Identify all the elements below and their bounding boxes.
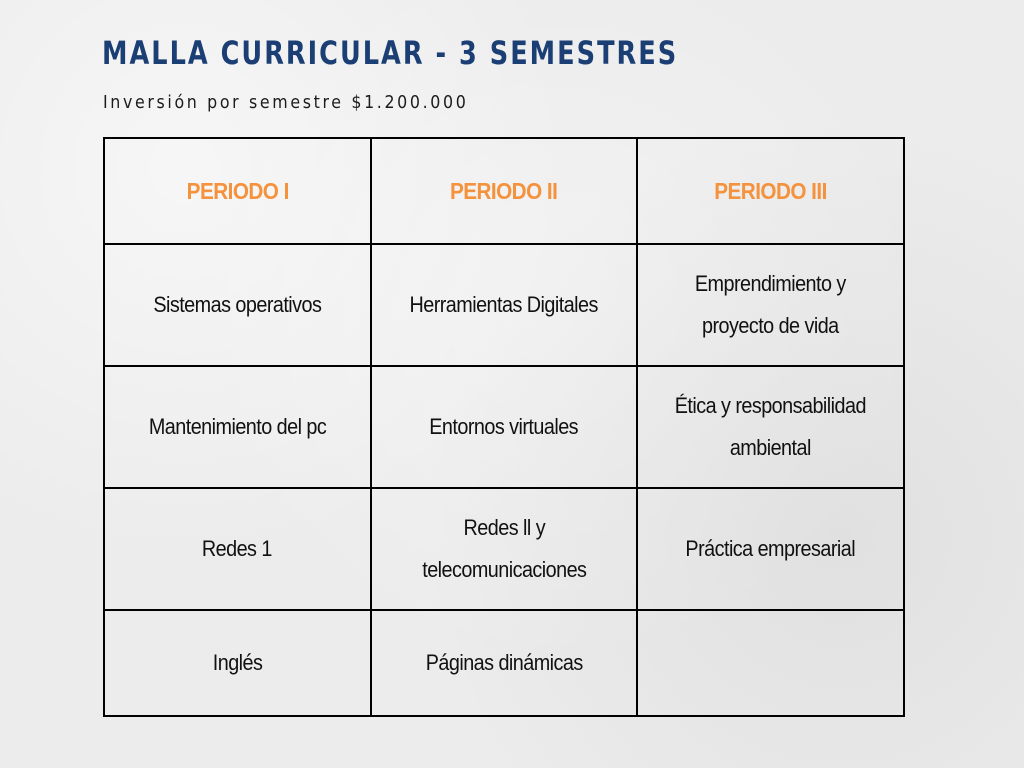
- course-cell: [637, 488, 904, 610]
- course-name: Páginas dinámicas: [425, 650, 583, 675]
- course-cell: [637, 366, 904, 488]
- curriculum-table: [103, 137, 905, 717]
- table-row: [104, 488, 904, 610]
- header-label: PERIODO III: [714, 177, 827, 204]
- course-cell: [104, 488, 371, 610]
- header-label: PERIODO I: [186, 177, 289, 204]
- header-periodo-3: [637, 138, 904, 244]
- curriculum-table-body: [104, 244, 904, 716]
- curriculum-table-header: [104, 138, 904, 244]
- header-row: [104, 138, 904, 244]
- course-cell: [637, 244, 904, 366]
- course-name: Mantenimiento del pc: [148, 414, 327, 439]
- course-name: Emprendimiento y proyecto de vida: [695, 271, 847, 338]
- empty-course-cell: [637, 610, 904, 716]
- table-row: [104, 610, 904, 716]
- course-cell: [104, 244, 371, 366]
- table-row: [104, 244, 904, 366]
- table-row: [104, 366, 904, 488]
- course-cell: [371, 366, 638, 488]
- course-name: Inglés: [212, 650, 263, 675]
- course-name: Entornos virtuales: [429, 414, 579, 439]
- course-cell: [371, 488, 638, 610]
- header-label: PERIODO II: [450, 177, 558, 204]
- course-name: Práctica empresarial: [685, 536, 856, 561]
- header-periodo-1: [104, 138, 371, 244]
- course-name: Redes ll y telecomunicaciones: [421, 515, 587, 582]
- course-name: Herramientas Digitales: [409, 292, 599, 317]
- course-cell: [104, 610, 371, 716]
- header-periodo-2: [371, 138, 638, 244]
- course-name: Sistemas operativos: [153, 292, 322, 317]
- course-cell: [371, 244, 638, 366]
- course-cell: [104, 366, 371, 488]
- course-name: Ética y responsabilidad ambiental: [675, 393, 867, 460]
- investment-subtitle: Inversión por semestre $1.200.000: [103, 92, 469, 113]
- course-cell: [371, 610, 638, 716]
- course-name: Redes 1: [202, 536, 273, 561]
- page-title: MALLA CURRICULAR - 3 SEMESTRES: [102, 34, 679, 72]
